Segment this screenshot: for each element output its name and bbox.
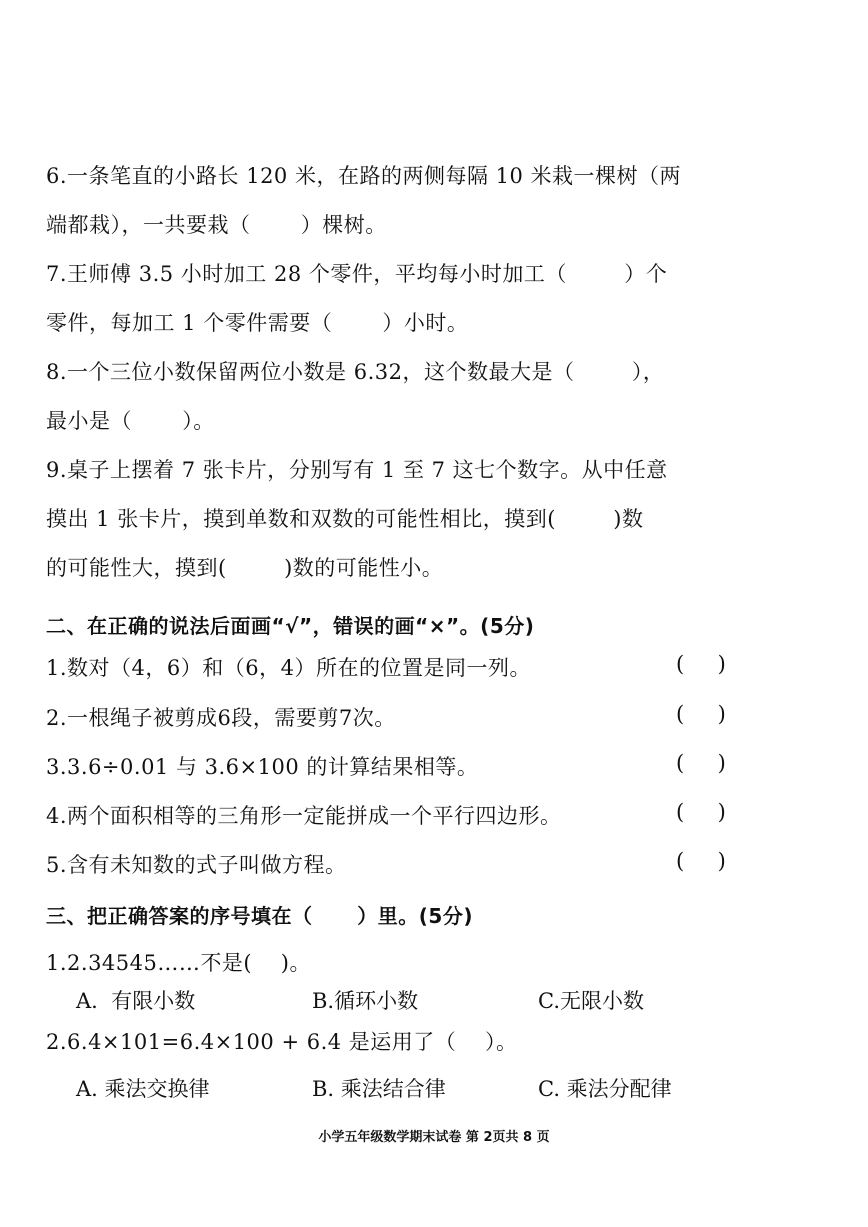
- mc-q1-option-a: A. 有限小数: [76, 989, 196, 1013]
- tf-answer-blank-2: ( ): [676, 702, 726, 726]
- question-7-line-1: 7.王师傅 3.5 小时加工 28 个零件，平均每小时加工（ ）个: [46, 262, 668, 286]
- mc-q2-option-c: C. 乘法分配律: [538, 1077, 672, 1101]
- tf-answer-blank-1: ( ): [676, 652, 726, 676]
- question-8-line-1: 8.一个三位小数保留两位小数是 6.32，这个数最大是（ ），: [46, 360, 665, 384]
- page-footer: 小学五年级数学期末试卷 第 2页共 8 页: [318, 1130, 550, 1145]
- mc-q1-option-b: B.循环小数: [312, 989, 419, 1013]
- tf-item-2: 2.一根绳子被剪成6段，需要剪7次。: [46, 706, 396, 730]
- tf-item-5: 5.含有未知数的式子叫做方程。: [46, 853, 347, 877]
- question-6-line-1: 6.一条笔直的小路长 120 米，在路的两侧每隔 10 米栽一棵树（两: [46, 164, 682, 188]
- tf-answer-blank-5: ( ): [676, 849, 726, 873]
- tf-answer-blank-4: ( ): [676, 800, 726, 824]
- tf-item-1: 1.数对（4，6）和（6，4）所在的位置是同一列。: [46, 656, 531, 680]
- question-7-line-2: 零件，每加工 1 个零件需要（ ）小时。: [46, 311, 469, 335]
- question-8-line-2: 最小是（ ）。: [46, 409, 215, 433]
- tf-item-3: 3.3.6÷0.01 与 3.6×100 的计算结果相等。: [46, 755, 479, 779]
- question-9-line-2: 摸出 1 张卡片，摸到单数和双数的可能性相比，摸到( )数: [46, 507, 644, 531]
- mc-question-2: 2.6.4×101=6.4×100 + 6.4 是运用了（ ）。: [46, 1030, 518, 1054]
- tf-item-4: 4.两个面积相等的三角形一定能拼成一个平行四边形。: [46, 804, 562, 828]
- section-2-title: 二、在正确的说法后面画“√”，错误的画“×”。(5分): [46, 614, 535, 638]
- mc-q1-option-c: C.无限小数: [538, 989, 644, 1013]
- question-9-line-1: 9.桌子上摆着 7 张卡片，分别写有 1 至 7 这七个数字。从中任意: [46, 458, 668, 482]
- mc-question-1: 1.2.34545……不是( )。: [46, 951, 311, 975]
- tf-answer-blank-3: ( ): [676, 751, 726, 775]
- question-9-line-3: 的可能性大，摸到( )数的可能性小。: [46, 556, 444, 580]
- section-3-title: 三、把正确答案的序号填在（ ）里。(5分): [46, 904, 473, 928]
- question-6-line-2: 端都栽），一共要栽（ ）棵树。: [46, 213, 387, 237]
- mc-q2-option-a: A. 乘法交换律: [76, 1077, 210, 1101]
- mc-q2-option-b: B. 乘法结合律: [312, 1077, 446, 1101]
